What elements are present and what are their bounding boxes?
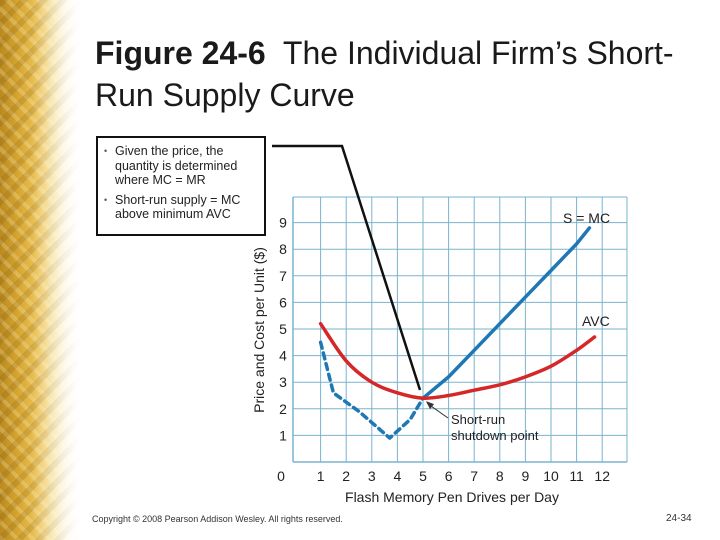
x-tick-label: 2: [342, 468, 351, 484]
x-tick-label: 8: [495, 468, 504, 484]
avc-curve: [321, 324, 595, 399]
figure-number: Figure 24-6: [95, 35, 266, 71]
supply-mc-line: [423, 228, 589, 398]
x-tick-label: 10: [543, 468, 559, 484]
shutdown-point-label: Short-run: [451, 412, 506, 427]
y-tick-label: 8: [279, 241, 287, 258]
y-tick-label: 3: [279, 374, 287, 391]
bullet-icon: •: [104, 194, 108, 205]
y-tick-label: 4: [279, 347, 287, 364]
x-tick-label: 3: [367, 468, 376, 484]
bullet-item: [104, 144, 258, 188]
x-tick-label: 5: [419, 468, 427, 484]
page-number: 24-34: [666, 513, 692, 524]
y-tick-label: 6: [279, 294, 287, 311]
series-label-avc: AVC: [582, 313, 610, 329]
bullet-text: Short-run supply = MC above minimum AVC: [115, 192, 241, 221]
x-axis-label: Flash Memory Pen Drives per Day: [345, 489, 559, 505]
x-tick-label: 11: [569, 468, 584, 484]
x-tick-label: 7: [470, 468, 479, 484]
y-tick-label: 9: [279, 214, 287, 231]
origin-label: 0: [277, 468, 285, 484]
x-tick-label: 4: [393, 468, 402, 484]
y-tick-label: 5: [279, 321, 287, 337]
bullet-item: [104, 193, 258, 222]
bullet-icon: •: [104, 146, 108, 156]
bullet-text: Given the price, the quantity is determined where MC = MR: [115, 144, 238, 187]
figure-title: The Individual Firm’s Short-Run Supply Curve: [95, 35, 674, 113]
series-label-supply: S = MC: [563, 210, 611, 226]
y-tick-label: 2: [279, 400, 287, 417]
y-tick-label: 7: [279, 267, 287, 284]
shutdown-point-label: shutdown point: [451, 428, 539, 443]
copyright-text: Copyright © 2008 Pearson Addison Wesley. All rights reserved.: [92, 514, 343, 524]
x-tick-label: 1: [316, 468, 325, 484]
y-tick-label: 1: [279, 427, 287, 444]
arrow-head-icon: [426, 401, 434, 409]
x-tick-label: 9: [521, 468, 530, 484]
bullet-box: [96, 136, 266, 236]
x-tick-label: 6: [444, 468, 453, 484]
y-axis-label: Price and Cost per Unit ($): [251, 247, 267, 413]
x-tick-label: 12: [594, 468, 610, 484]
